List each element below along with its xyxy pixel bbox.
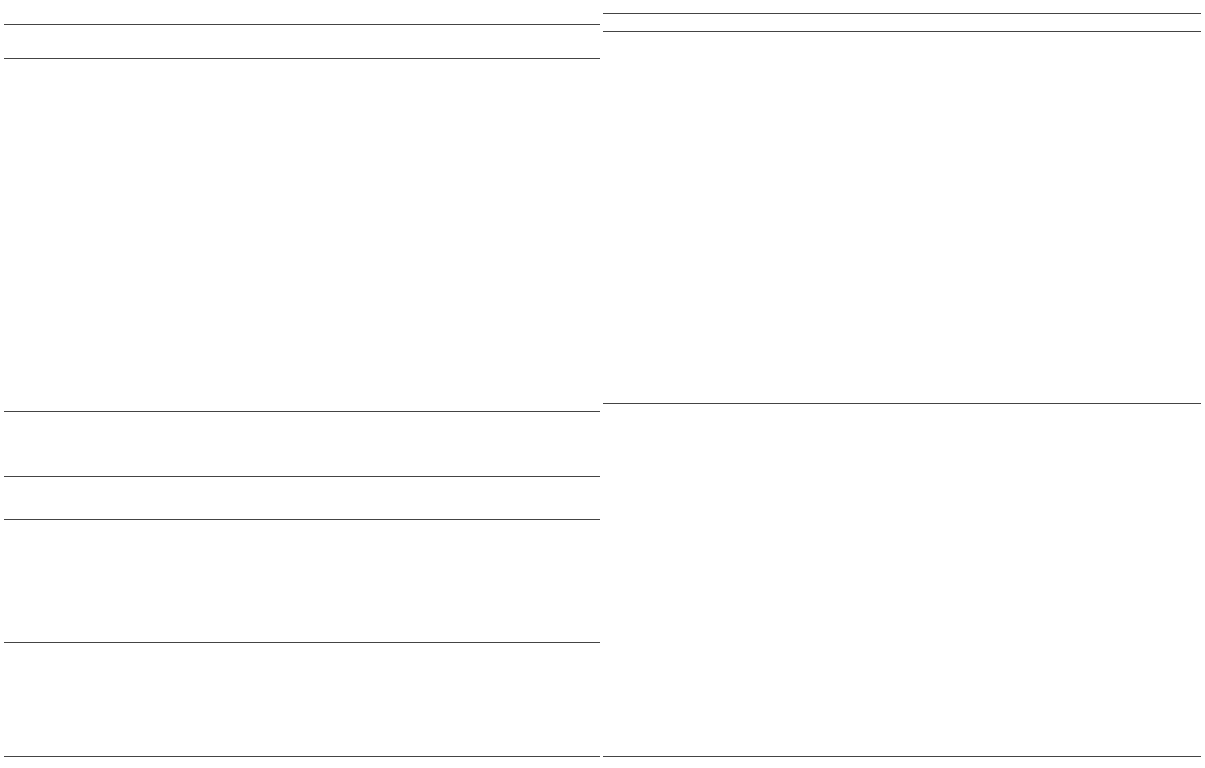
page-1: [0, 0, 602, 768]
page-2: [603, 0, 1205, 768]
